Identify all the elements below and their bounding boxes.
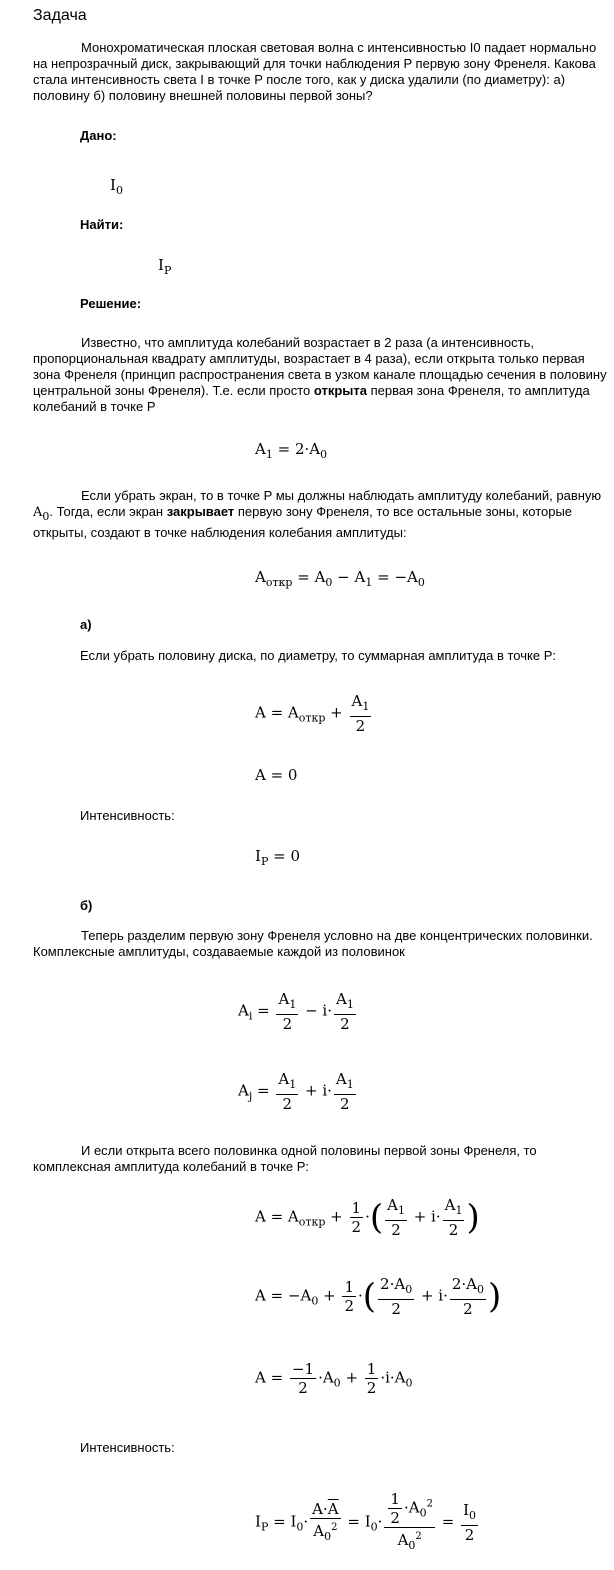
para1-bold: открыта (313, 383, 367, 398)
given-heading: Дано: (80, 128, 117, 143)
task-text: Монохроматическая плоская световая волна с интенсивностью I0 падает нормально на непрозрачный диск, закрывающий для точки наблюдения P первую зону Френеля. Какова стала интенсивность света I в точке P после того, как у диска удалили (по диаметру): а) половину б) половину внешней половины первой зоны? (33, 40, 597, 103)
part-b-paragraph (33, 928, 608, 960)
formula-aotkr: $A_{откр} = A_0 - A_1 = -A_0$ (255, 568, 425, 589)
formula-ai: $A_i$ = $\frac{A_1}{2}$ − i· $\frac{A_1}{2}$ (238, 990, 354, 1033)
page-title: Задача (33, 7, 87, 24)
formula-a-zero: A = 0 (255, 766, 298, 784)
formula-aj: $A_j$ = $\frac{A_1}{2}$ + i· $\frac{A_1}{2}$ (238, 1070, 354, 1113)
para2-text-2: . Тогда, если экран (49, 504, 167, 519)
para2-bold: закрывает (166, 504, 235, 519)
part-b-text: Теперь разделим первую зону Френеля условно на две концентрических половинки. Комплексные амплитуды, создаваемые каждой из половинок (33, 928, 593, 959)
part-a-text: Если убрать половину диска, по диаметру, то суммарная амплитуда в точке P: (80, 648, 556, 663)
formula-ip-final: $I_P = I_0\cdot$ $\frac{A\cdot\overline{A}}{A_0^2}$ = $I_0\cdot$ $\frac{1}{2}$ $\cdot A_0^2$ $A_0^2$ = $\frac{I_0}{2}$ (255, 1490, 476, 1552)
part-b-paragraph-2 (33, 1143, 608, 1175)
part-a-heading: а) (80, 617, 92, 632)
formula-a1: $A_1 = 2\cdot A_0$ (255, 440, 328, 461)
part-b-text-2: И если открыта всего половинка одной половины первой зоны Френеля, то комплексная амплитуда колебаний в точке P: (33, 1143, 537, 1174)
para1-text: Известно, что амплитуда колебаний возрастает в 2 раза (а интенсивность, пропорциональная квадрату амплитуды, возрастает в 4 раза), если открыта только первая зона Френеля (принцип распространения света в узком канале площадью сечения в половину центральной зоны Френеля). Т.е. если просто (33, 335, 607, 398)
formula-a-sum: $A = A_{откр}$ + $\frac{A_1}{2}$ (255, 692, 370, 735)
inline-a0: $A_0$ (33, 505, 50, 523)
intensity-label-b: Интенсивность: (80, 1440, 175, 1455)
para2-text-3: первую зону Френеля, то все остальные зоны, которые открыты, создают в точке наблюдения колебания амплитуды: (33, 504, 573, 540)
formula-b-substituted: $A = -A_0$ + $\frac{1}{2}$ ·( $\frac{2\cdot A_0}{2}$ + i· $\frac{2\cdot A_0}{2}$ ) (255, 1275, 502, 1318)
intensity-label-a: Интенсивность: (80, 808, 175, 823)
find-heading: Найти: (80, 217, 124, 232)
formula-ip-zero: $I_P = 0$ (255, 847, 300, 868)
solution-paragraph-2 (33, 488, 608, 541)
para2-text: Если убрать экран, то в точке P мы должны наблюдать амплитуду колебаний, равную (81, 488, 602, 503)
part-b-heading: б) (80, 898, 93, 913)
formula-b-result: A = $\frac{-1}{2}$ $\cdot A_0$ + $\frac{1}{2}$ $\cdot i\cdot A_0$ (255, 1360, 413, 1397)
solution-paragraph-1 (33, 335, 608, 415)
formula-b-sum: $A = A_{откр}$ + $\frac{1}{2}$ ·( $\frac{A_1}{2}$ + i· $\frac{A_1}{2}$ ) (255, 1196, 480, 1239)
para1-text-end: первая зона Френеля, то амплитуда колебаний в точке Р (33, 383, 590, 414)
given-formula: $I_0$ (110, 176, 123, 197)
find-formula: $I_P$ (158, 256, 172, 277)
solution-heading: Решение: (80, 296, 142, 311)
task-statement (33, 40, 608, 104)
